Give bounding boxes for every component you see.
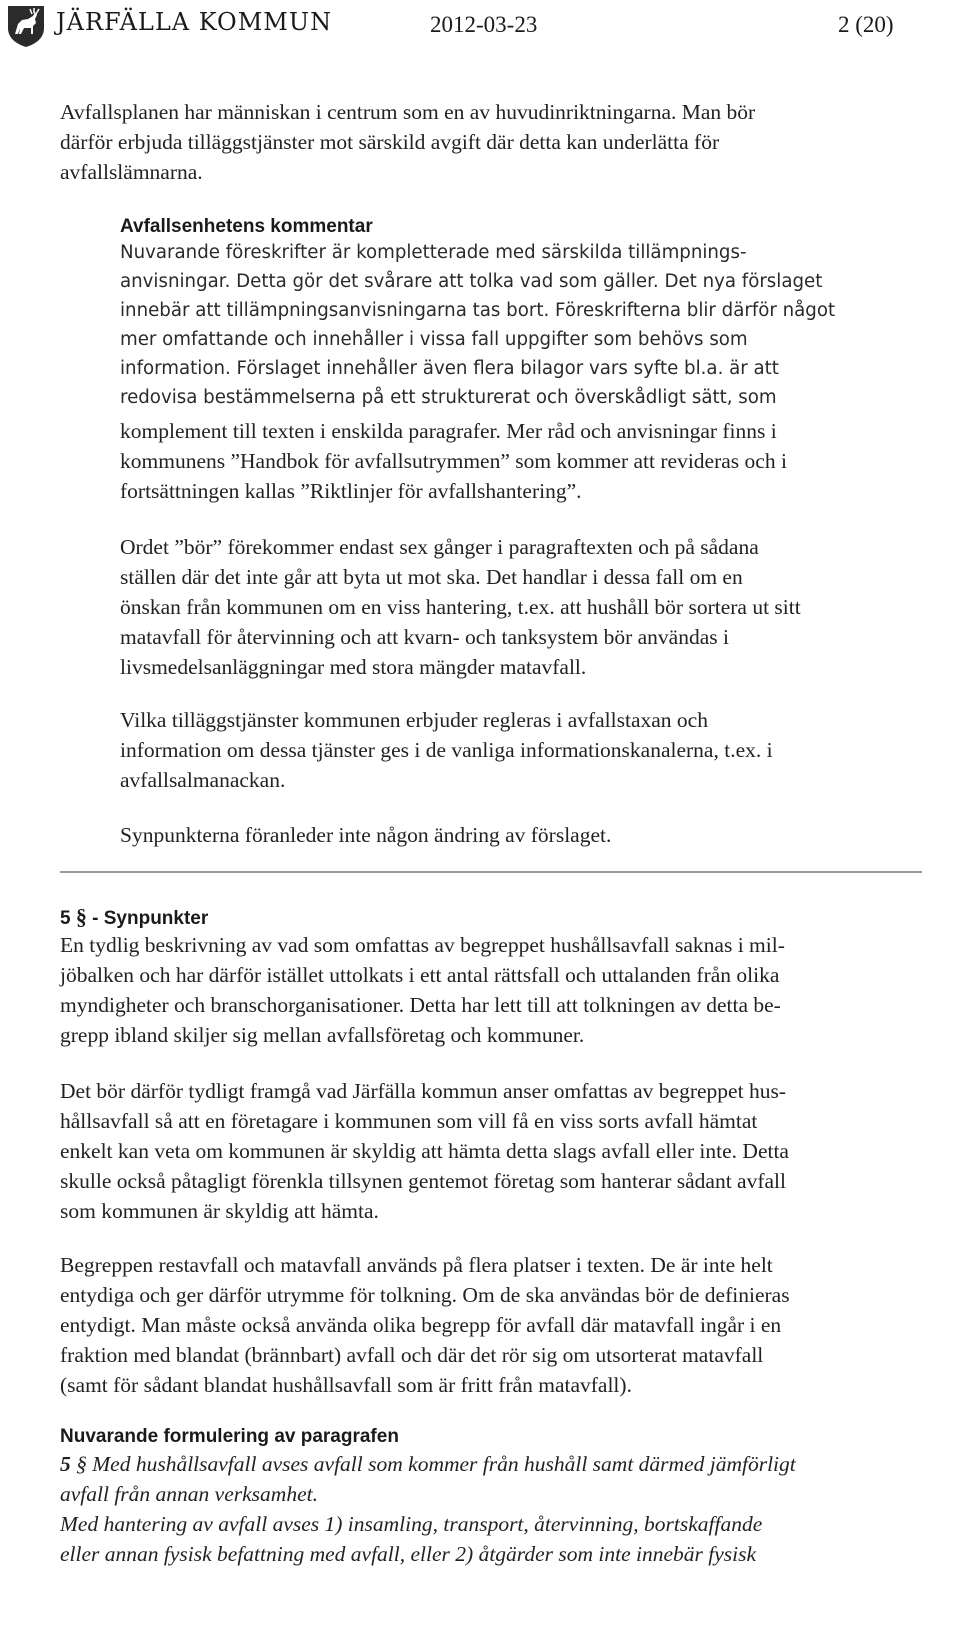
text-line: information om dessa tjänster ges i de vanliga informationskanalerna, t.ex. i bbox=[120, 738, 773, 762]
section-paragraph-1 bbox=[60, 930, 785, 1050]
text-line: Vilka tilläggstjänster kommunen erbjuder regleras i avfallstaxan och bbox=[120, 708, 708, 732]
text-line: redovisa bestämmelserna på ett strukturerat och överskådligt sätt, som bbox=[120, 387, 777, 408]
text-line: En tydlig beskrivning av vad som omfattas av begreppet hushållsavfall saknas i mil- bbox=[60, 933, 785, 957]
text-line: information. Förslaget innehåller även flera bilagor vars syfte bl.a. är att bbox=[120, 358, 779, 379]
text-line: livsmedelsanläggningar med stora mängder matavfall. bbox=[120, 655, 587, 679]
text-line: Avfallsplanen har människan i centrum som en av huvudinriktningarna. Man bör bbox=[60, 100, 756, 124]
text-line bbox=[60, 1449, 796, 1479]
text-line: avfallsalmanackan. bbox=[120, 768, 286, 792]
text-line: fortsättningen kallas ”Riktlinjer för avfallshantering”. bbox=[120, 479, 582, 503]
section-title: - Synpunkter bbox=[86, 908, 209, 929]
comment-paragraph-2 bbox=[120, 532, 801, 682]
text-line: fraktion med blandat (brännbart) avfall och där det rör sig om utsorterat matavfall bbox=[60, 1343, 764, 1367]
text-line: enkelt kan veta om kommunen är skyldig att hämta detta slags avfall eller inte. Detta bbox=[60, 1139, 789, 1163]
text-line: avfallslämnarna. bbox=[60, 160, 203, 184]
text-line: önskan från kommunen om en viss hantering, t.ex. att hushåll bör sortera ut sitt bbox=[120, 595, 801, 619]
text-line: ställen där det inte går att byta ut mot ska. Det handlar i dessa fall om en bbox=[120, 565, 743, 589]
text-line: Det bör därför tydligt framgå vad Järfälla kommun anser omfattas av begreppet hus- bbox=[60, 1079, 786, 1103]
text-line: komplement till texten i enskilda paragrafer. Mer råd och anvisningar finns i bbox=[120, 419, 777, 443]
comment-paragraph bbox=[120, 238, 835, 412]
section-number: 5 bbox=[60, 908, 71, 929]
text-line: Med hantering av avfall avses 1) insamling, transport, återvinning, bortskaffande bbox=[60, 1512, 763, 1536]
page-number: 2 (20) bbox=[838, 12, 894, 37]
text-line: innebär att tillämpningsanvisningarna tas bort. Föreskrifterna blir därför något bbox=[120, 300, 836, 321]
current-paragraph-symbol: § bbox=[76, 1452, 87, 1476]
text-line: mer omfattande och innehåller i vissa fall uppgifter som behövs som bbox=[120, 329, 748, 350]
section-paragraph-2 bbox=[60, 1076, 789, 1226]
section-divider bbox=[60, 871, 922, 873]
municipality-coat-of-arms-icon bbox=[6, 4, 46, 48]
page-header bbox=[0, 0, 960, 60]
text-line: Synpunkterna föranleder inte någon ändring av förslaget. bbox=[120, 823, 612, 847]
section-heading bbox=[60, 905, 208, 931]
text-line: hållsavfall så att en företagare i kommunen som vill få en viss sorts avfall hämtat bbox=[60, 1109, 758, 1133]
document-date: 2012-03-23 bbox=[430, 12, 538, 37]
text-line: som kommunen är skyldig att hämta. bbox=[60, 1199, 379, 1223]
paragraph-symbol: § bbox=[75, 904, 87, 929]
text-line: Ordet ”bör” förekommer endast sex gånger i paragraftexten och på sådana bbox=[120, 535, 759, 559]
comment-conclusion bbox=[120, 820, 611, 850]
text-line: myndigheter och branschorganisationer. Detta har lett till att tolkningen av detta be- bbox=[60, 993, 781, 1017]
current-line-1: Med hushållsavfall avses avfall som kommer från hushåll samt därmed jämförligt bbox=[86, 1452, 796, 1476]
text-line: Begreppen restavfall och matavfall används på flera platser i texten. De är inte helt bbox=[60, 1253, 773, 1277]
text-line: (samt för sådant blandat hushållsavfall som är fritt från matavfall). bbox=[60, 1373, 632, 1397]
current-section-number: 5 bbox=[60, 1452, 71, 1476]
text-line: jöbalken och har därför istället uttolkats i ett antal rättsfall och uttalanden från olika bbox=[60, 963, 780, 987]
intro-paragraph bbox=[60, 97, 755, 187]
text-line: Nuvarande föreskrifter är kompletterade med särskilda tillämpnings- bbox=[120, 242, 747, 263]
text-line: skulle också påtagligt förenkla tillsynen gentemot företag som hanterar sådant avfall bbox=[60, 1169, 786, 1193]
text-line: eller annan fysisk befattning med avfall, eller 2) åtgärder som inte innebär fysisk bbox=[60, 1542, 757, 1566]
current-wording-text bbox=[60, 1449, 796, 1569]
text-line: avfall från annan verksamhet. bbox=[60, 1482, 318, 1506]
text-line: grepp ibland skiljer sig mellan avfallsföretag och kommuner. bbox=[60, 1023, 585, 1047]
comment-heading: Avfallsenhetens kommentar bbox=[120, 216, 373, 237]
organization-name: JÄRFÄLLA KOMMUN bbox=[56, 8, 333, 36]
text-line: anvisningar. Detta gör det svårare att tolka vad som gäller. Det nya förslaget bbox=[120, 271, 823, 292]
comment-paragraph-continued bbox=[120, 416, 787, 506]
comment-paragraph-3 bbox=[120, 705, 773, 795]
text-line: entydigt. Man måste också använda olika begrepp för avfall där matavfall ingår i en bbox=[60, 1313, 782, 1337]
section-paragraph-3 bbox=[60, 1250, 790, 1400]
text-line: matavfall för återvinning och att kvarn- och tanksystem bör användas i bbox=[120, 625, 729, 649]
text-line: därför erbjuda tilläggstjänster mot särskild avgift där detta kan underlätta för bbox=[60, 130, 720, 154]
text-line: entydiga och ger därför utrymme för tolkning. Om de ska användas bör de definieras bbox=[60, 1283, 790, 1307]
current-wording-heading: Nuvarande formulering av paragrafen bbox=[60, 1426, 399, 1447]
text-line: kommunens ”Handbok för avfallsutrymmen” som kommer att revideras och i bbox=[120, 449, 787, 473]
